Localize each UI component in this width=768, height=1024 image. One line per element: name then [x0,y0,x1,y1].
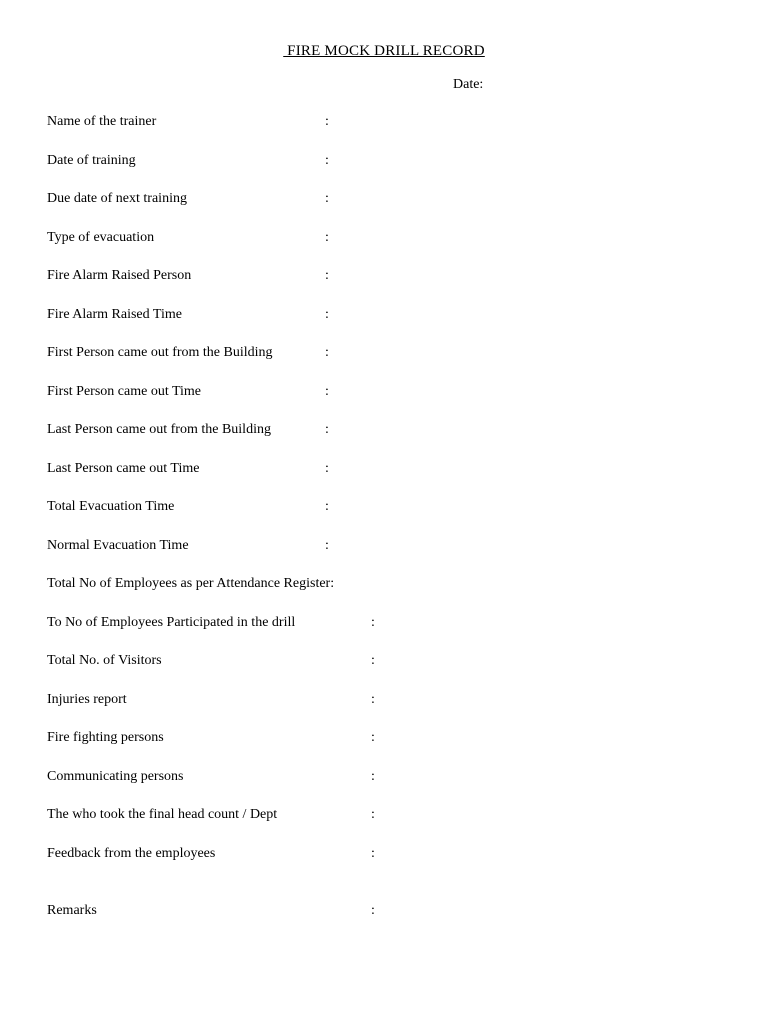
field-colon: : [371,903,375,918]
field-label: To No of Employees Participated in the drill [47,615,296,630]
field-colon: : [325,230,329,245]
field-label: Last Person came out from the Building [47,422,271,437]
field-colon: : [371,807,375,822]
document-title: FIRE MOCK DRILL RECORD [283,43,485,59]
field-colon: : [325,268,329,283]
field-label: Total No. of Visitors [47,653,162,668]
field-colon: : [371,769,375,784]
field-label: Communicating persons [47,769,184,784]
field-label: Remarks [47,903,97,918]
field-label: Feedback from the employees [47,846,216,861]
field-colon: : [325,422,329,437]
attendance-label: Total No of Employees as per Attendance Register: [47,576,335,591]
field-label: Total Evacuation Time [47,499,175,514]
field-label: Fire fighting persons [47,730,164,745]
field-label: Fire Alarm Raised Person [47,268,192,283]
date-label: Date: [453,77,484,92]
field-label: First Person came out from the Building [47,345,273,360]
field-colon: : [325,345,329,360]
field-colon: : [325,191,329,206]
field-label: Date of training [47,153,136,168]
field-label: First Person came out Time [47,384,202,399]
field-colon: : [371,692,375,707]
field-label: Injuries report [47,692,127,707]
field-label: Last Person came out Time [47,461,200,476]
field-colon: : [325,499,329,514]
field-label: Normal Evacuation Time [47,538,189,553]
field-colon: : [325,461,329,476]
field-colon: : [371,846,375,861]
field-label: Name of the trainer [47,114,157,129]
field-label: The who took the final head count / Dept [47,807,278,822]
field-colon: : [325,384,329,399]
field-colon: : [325,114,329,129]
field-label: Due date of next training [47,191,187,206]
field-colon: : [325,153,329,168]
field-colon: : [371,615,375,630]
field-label: Type of evacuation [47,230,155,245]
field-colon: : [325,307,329,322]
field-colon: : [371,730,375,745]
field-colon: : [371,653,375,668]
field-label: Fire Alarm Raised Time [47,307,182,322]
field-colon: : [325,538,329,553]
